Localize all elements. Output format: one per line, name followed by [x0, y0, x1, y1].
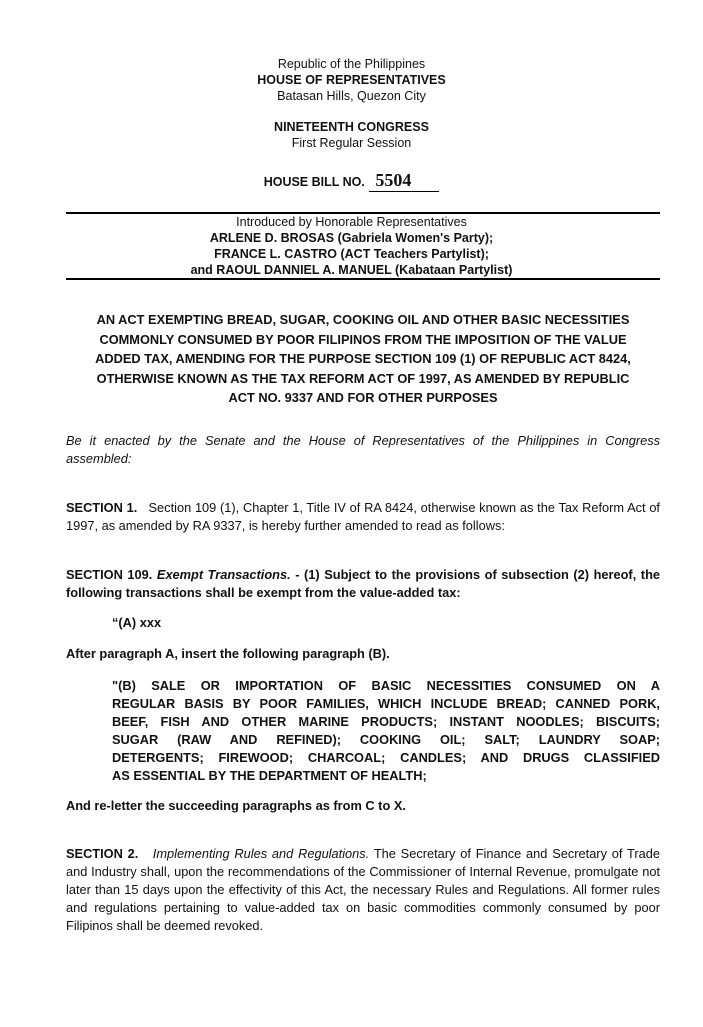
paragraph-b-line: SUGAR (RAW AND REFINED); COOKING OIL; SALT; LAUNDRY SOAP;: [112, 732, 660, 747]
section-2-text: The Secretary of Finance and Secretary of Trade and Industry shall, upon the recommendations of the Commissioner of Internal Revenue, promulgate not later than 15 days upon the effectivity of this Act, the necessary Rules and Regulations. All former rules and regulations pertaining to value-added tax on basic commodities commonly consumed by poor Filipinos shall be deemed revoked.: [66, 846, 660, 933]
paragraph-a: “(A) xxx: [112, 615, 162, 630]
paragraph-b-line: REGULAR BASIS BY POOR FAMILIES, WHICH INCLUDE BREAD; CANNED PORK,: [112, 696, 660, 711]
reletter-instruction: And re-letter the succeeding paragraphs as from C to X.: [66, 798, 406, 813]
section-109: [66, 566, 660, 602]
after-paragraph-a: After paragraph A, insert the following paragraph (B).: [66, 646, 390, 661]
title-line: AN ACT EXEMPTING BREAD, SUGAR, COOKING OIL AND OTHER BASIC NECESSITIES: [96, 312, 630, 327]
section-2: [66, 845, 660, 935]
session-name: First Regular Session: [291, 136, 412, 150]
house-name: HOUSE OF REPRESENTATIVES: [257, 73, 446, 87]
section-2-heading: SECTION 2.: [66, 846, 139, 861]
paragraph-b-line: AS ESSENTIAL BY THE DEPARTMENT OF HEALTH;: [112, 768, 427, 783]
bottom-rule: [66, 278, 660, 280]
introduced-by: Introduced by Honorable Representatives: [236, 215, 467, 229]
section-109-heading: SECTION 109.: [66, 567, 153, 582]
paragraph-b-line: BEEF, FISH AND OTHER MARINE PRODUCTS; INSTANT NOODLES; BISCUITS;: [112, 714, 660, 729]
representative-1: ARLENE D. BROSAS (Gabriela Women's Party);: [209, 231, 494, 245]
representative-3: and RAOUL DANNIEL A. MANUEL (Kabataan Partylist): [190, 263, 513, 277]
paragraph-b-line: "(B) SALE OR IMPORTATION OF BASIC NECESSITIES CONSUMED ON A: [112, 678, 660, 693]
bill-number-line: [0, 170, 703, 192]
section-109-text: - (1) Subject to the provisions of subsection (2) hereof, the following transactions shall be exempt from the value-added tax:: [66, 567, 661, 600]
bill-label: HOUSE BILL NO.: [263, 175, 365, 189]
title-line: ADDED TAX, AMENDING FOR THE PURPOSE SECTION 109 (1) OF REPUBLIC ACT 8424,: [95, 351, 631, 366]
congress-name: NINETEENTH CONGRESS: [274, 120, 429, 134]
paragraph-b-line: DETERGENTS; FIREWOOD; CHARCOAL; CANDLES; AND DRUGS CLASSIFIED: [112, 750, 660, 765]
bill-number: 5504: [369, 170, 439, 192]
act-title: [66, 310, 660, 408]
title-line: OTHERWISE KNOWN AS THE TAX REFORM ACT OF 1997, AS AMENDED BY REPUBLIC: [96, 370, 630, 386]
title-line: ACT NO. 9337 AND FOR OTHER PURPOSES: [228, 390, 498, 405]
republic-line: Republic of the Philippines: [277, 57, 426, 71]
section-2-title: Implementing Rules and Regulations.: [152, 846, 370, 861]
section-1-heading: SECTION 1.: [66, 500, 138, 515]
representative-2: FRANCE L. CASTRO (ACT Teachers Partylist);: [214, 247, 489, 261]
section-109-title: Exempt Transactions.: [156, 567, 291, 582]
title-line: COMMONLY CONSUMED BY POOR FILIPINOS FROM THE IMPOSITION OF THE VALUE: [99, 331, 627, 347]
paragraph-b: [112, 677, 660, 785]
section-1: [66, 499, 660, 535]
section-1-text: Section 109 (1), Chapter 1, Title IV of RA 8424, otherwise known as the Tax Reform Act of 1997, as amended by RA 9337, is hereby further amended to read as follows:: [66, 500, 660, 533]
enacting-clause: Be it enacted by the Senate and the House of Representatives of the Philippines in Congress assembled:: [66, 433, 660, 466]
house-location: Batasan Hills, Quezon City: [277, 89, 426, 103]
